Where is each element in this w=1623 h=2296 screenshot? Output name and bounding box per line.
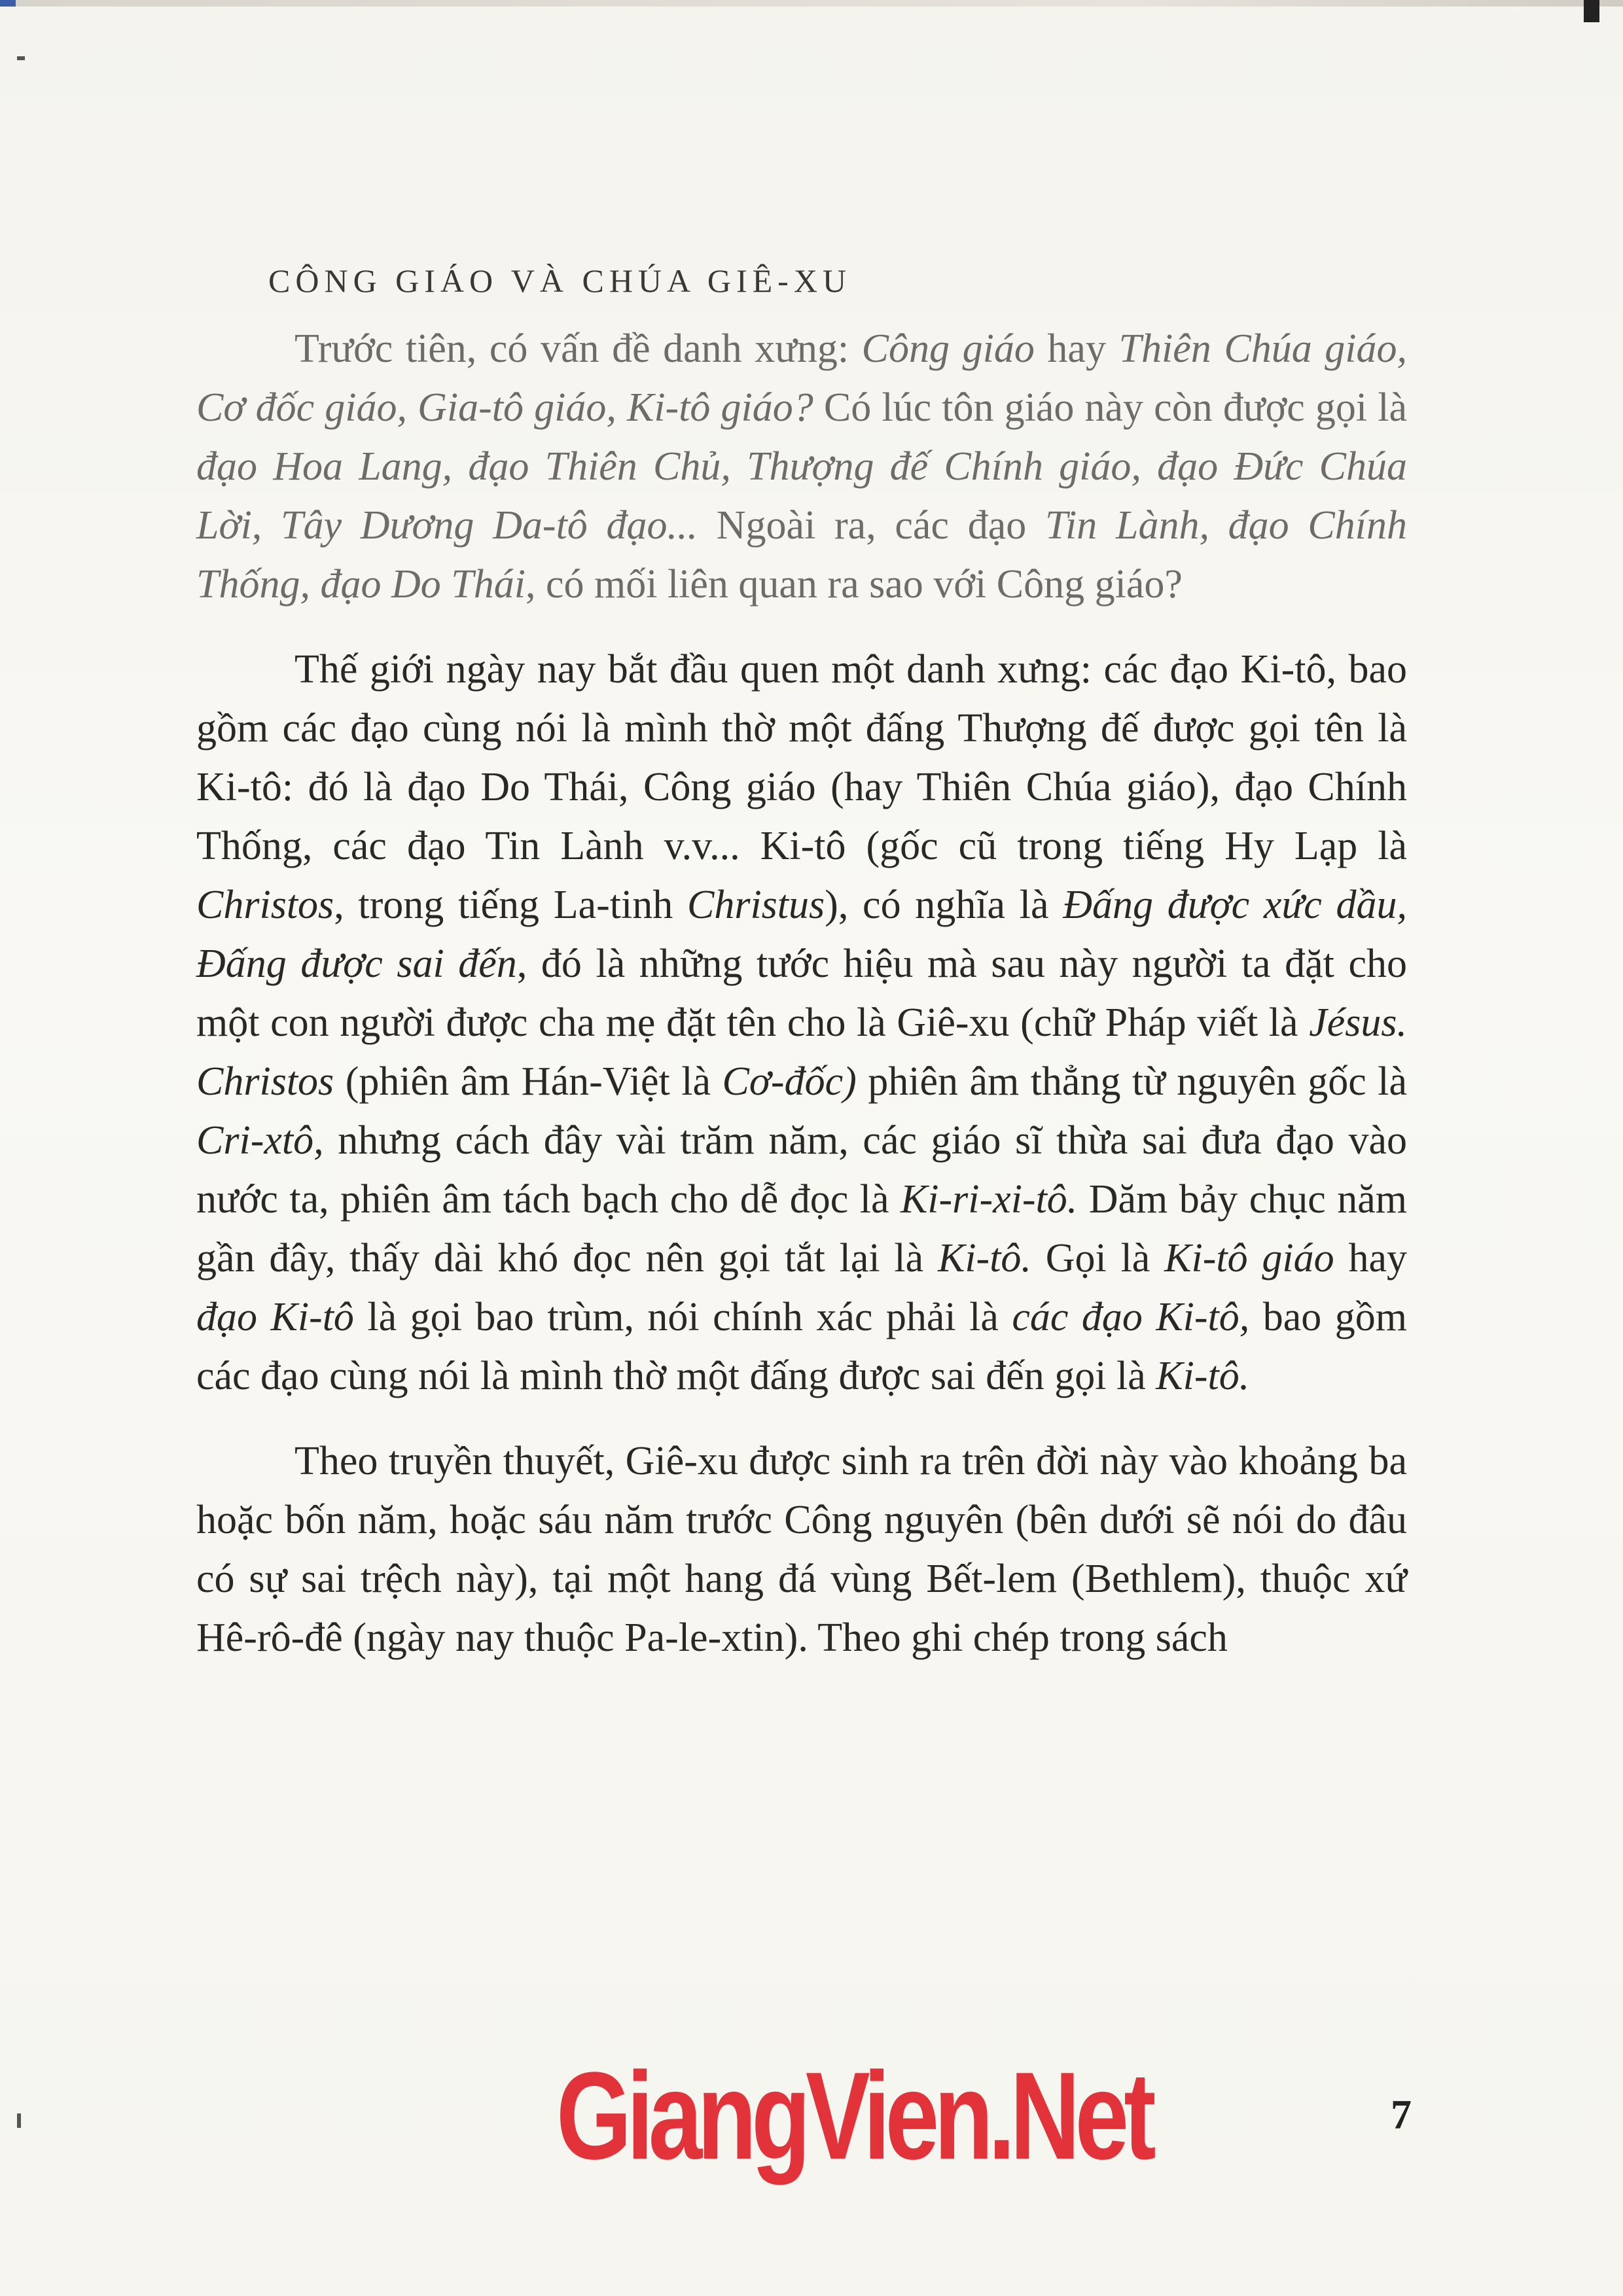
italic-text: Ki-ri-xi-tô.: [900, 1177, 1078, 1222]
body-text: Theo truyền thuyết, Giê-xu được sinh ra trên đời này vào khoảng ba hoặc bốn năm, hoặc sáu năm trước Công nguyên (bên dưới sẽ nói do đâu có sự sai trệch này), tại một hang đá vùng Bết-lem (Bethlem), thuộc xứ Hê-rô-đê (ngày nay thuộc Pa-le-xtin). Theo ghi chép trong sách: [196, 1439, 1407, 1660]
body-text: Thế giới ngày nay bắt đầu quen một danh xưng: các đạo Ki-tô, bao gồm các đạo cùng nói là mình thờ một đấng Thượng đế được gọi tên là Ki-tô: đó là đạo Do Thái, Công giáo (hay Thiên Chúa giáo), đạo Chính Thống, các đạo Tin Lành v.v... Ki-tô (gốc cũ trong tiếng Hy Lạp là: [196, 647, 1407, 868]
italic-text: Ki-tô.: [1156, 1354, 1250, 1398]
italic-text: Thiên Chúa giáo, Cơ đốc giáo, Gia-tô giáo, Ki-tô giáo?: [196, 327, 1407, 430]
body-text: Có lúc tôn giáo này còn được gọi là: [813, 385, 1407, 430]
body-text: nhưng cách đây vài trăm năm, các giáo sĩ thừa sai đưa đạo vào nước ta, phiên âm tách bạch cho dễ đọc là: [196, 1118, 1407, 1222]
body-text: Trước tiên, có vấn đề danh xưng:: [294, 327, 862, 371]
italic-text: Ki-tô.: [937, 1236, 1031, 1280]
body-text: (phiên âm Hán-Việt là: [334, 1059, 722, 1104]
italic-text: Ki-tô giáo: [1164, 1236, 1334, 1280]
scan-top-edge: [0, 0, 1623, 7]
italic-text: Christos: [196, 883, 334, 927]
paragraph: [196, 1432, 1407, 1667]
italic-text: Tin Lành, đạo Chính Thống, đạo Do Thái: [196, 503, 1407, 607]
body-text: là gọi bao trùm, nói chính xác phải là: [353, 1295, 1012, 1339]
italic-text: Đấng được xức dầu, Đấng được sai đến: [196, 883, 1407, 986]
body-text: ), có nghĩa là: [825, 883, 1063, 927]
body-text: Ngoài ra, các đạo: [698, 503, 1045, 548]
italic-text: đạo Hoa Lang, đạo Thiên Chủ, Thượng đế Chính giáo, đạo Đức Chúa Lời, Tây Dương Da-tô đạo...: [196, 444, 1407, 548]
italic-text: đạo Ki-tô: [196, 1295, 354, 1339]
italic-text: các đạo Ki-tô,: [1012, 1295, 1250, 1339]
body-text: Dăm bảy chục năm gần đây, thấy dài khó đọc nên gọi tắt lại là: [196, 1177, 1407, 1280]
body-text: bao gồm các đạo cùng nói là mình thờ một đấng được sai đến gọi là: [196, 1295, 1407, 1398]
italic-text: Công giáo: [861, 327, 1035, 371]
scan-corner-mark: [1584, 0, 1599, 22]
page-content: [196, 262, 1407, 1693]
body-text: hay: [1334, 1236, 1407, 1280]
italic-text: Christus: [687, 883, 825, 927]
watermark-logo: GiangVien.Net: [556, 2047, 1151, 2185]
section-heading: CÔNG GIÁO VÀ CHÚA GIÊ-XU: [268, 262, 852, 299]
paragraph: [196, 640, 1407, 1405]
italic-text: Jésus. Christos: [196, 1000, 1407, 1104]
scan-margin-mark: [17, 2113, 21, 2128]
body-text: , có mối liên quan ra sao với Công giáo?: [525, 562, 1183, 607]
body-text: phiên âm thẳng từ nguyên gốc là: [856, 1059, 1408, 1104]
body-text: hay: [1034, 327, 1119, 371]
italic-text: Cri-xtô,: [196, 1118, 324, 1163]
body-text: Gọi là: [1031, 1236, 1165, 1280]
italic-text: Cơ-đốc): [722, 1059, 857, 1104]
body-text: , trong tiếng La-tinh: [334, 883, 687, 927]
page-number: 7: [1391, 2091, 1412, 2138]
paragraph: [196, 319, 1407, 614]
scan-margin-mark: [17, 56, 25, 60]
body-text: , đó là những tước hiệu mà sau này người ta đặt cho một con người được cha mẹ đặt tên cho là Giê-xu (chữ Pháp viết là: [196, 942, 1407, 1045]
